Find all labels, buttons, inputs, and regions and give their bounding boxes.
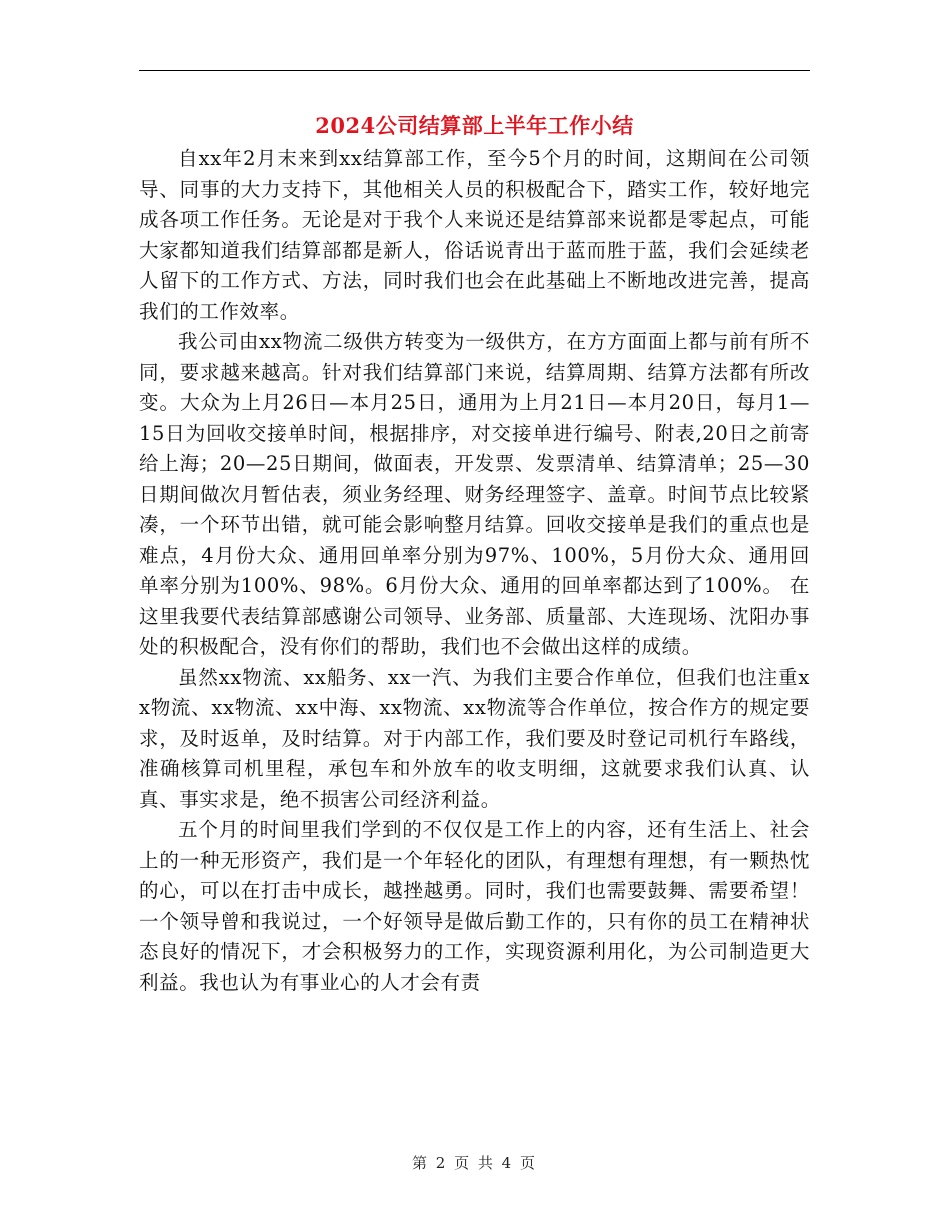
page-number-footer: 第 2 页 共 4 页 (412, 1154, 537, 1172)
paragraph-2: 我公司由xx物流二级供方转变为一级供方，在方方面面上都与前有所不同，要求越来越高。针对我们结算部门来说，结算周期、结算方法都有所改变。大众为上月26日—本月25日，通用为上月21日—本月20日，每月1—15日为回收交接单时间，根据排序，对交接单进行编号、附表,20日之前寄给上海；20—25日期间，做面表，开发票、发票清单、结算清单；25—30日期间做次月暂估表，须业务经理、财务经理签字、盖章。时间节点比较紧凑，一个环节出错，就可能会影响整月结算。回收交接单是我们的重点也是难点，4月份大众、通用回单率分别为97%、100%，5月份大众、通用回单率分别为100%、98%。6月份大众、通用的回单率都达到了100%。 在这里我要代表结算部感谢公司领导、业务部、质量部、大连现场、沈阳办事处的积极配合，没有你们的帮助，我们也不会做出这样的成绩。 (139, 330, 810, 658)
header-rule (139, 70, 810, 71)
document-title: 2024公司结算部上半年工作小结 (315, 113, 634, 138)
paragraph-4: 五个月的时间里我们学到的不仅仅是工作上的内容，还有生活上、社会上的一种无形资产，我们是一个年轻化的团队，有理想有理想，有一颗热忱的心，可以在打击中成长，越挫越勇。同时，我们也需要鼓舞、需要希望！一个领导曾和我说过，一个好领导是做后勤工作的，只有你的员工在精神状态良好的情况下，才会积极努力的工作，实现资源利用化，为公司制造更大利益。我也认为有事业心的人才会有责 (139, 818, 810, 994)
document-body (139, 144, 810, 998)
paragraph-1: 自xx年2月末来到xx结算部工作，至今5个月的时间，这期间在公司领导、同事的大力支持下，其他相关人员的积极配合下，踏实工作，较好地完成各项工作任务。无论是对于我个人来说还是结算部来说都是零起点，可能大家都知道我们结算部都是新人，俗话说青出于蓝而胜于蓝，我们会延续老人留下的工作方式、方法，同时我们也会在此基础上不断地改进完善，提高我们的工作效率。 (139, 147, 810, 323)
paragraph-3: 虽然xx物流、xx船务、xx一汽、为我们主要合作单位，但我们也注重xx物流、xx物流、xx中海、xx物流、xx物流等合作单位，按合作方的规定要求，及时返单，及时结算。对于内部工作，我们要及时登记司机行车路线，准确核算司机里程，承包车和外放车的收支明细，这就要求我们认真、认真、事实求是，绝不损害公司经济利益。 (139, 665, 810, 811)
